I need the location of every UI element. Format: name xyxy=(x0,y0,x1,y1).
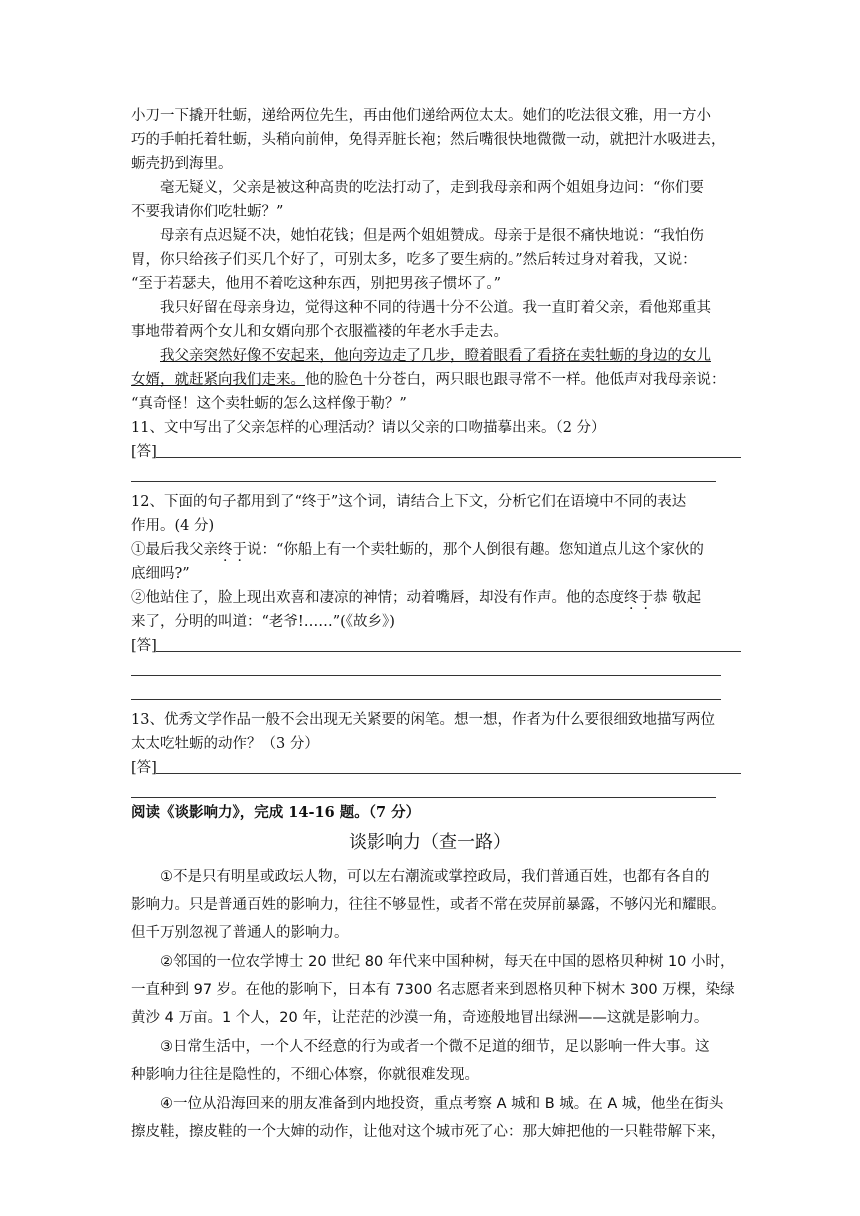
question-13-line: 太太吃牡蛎的动作？（3 分） xyxy=(131,736,319,752)
emphasis-char: 终 xyxy=(218,542,233,558)
underlined-text: 女婿，就赶紧向我们走来。 xyxy=(131,372,305,388)
emphasis-char: 终 xyxy=(624,590,639,606)
emphasis-char: 于 xyxy=(638,590,653,606)
underlined-text: 我父亲突然好像不安起来，他向旁边走了几步，瞪着眼看了看挤在卖牡蛎的身边的女儿 xyxy=(160,348,711,364)
emphasis-char: 于 xyxy=(232,542,247,558)
answer-line[interactable] xyxy=(131,797,716,798)
question-11: 11、文中写出了父亲怎样的心理活动？请以父亲的口吻描摹出来。（2 分） xyxy=(131,420,606,436)
article-line: 擦皮鞋，擦皮鞋的一个大婶的动作，让他对这个城市死了心：那大婶把他的一只鞋带解下来， xyxy=(131,1124,726,1140)
answer-label: [答] xyxy=(131,638,157,654)
passage-line xyxy=(131,368,731,392)
article-line: 影响力。只是普通百姓的影响力，往往不够显性，或者不常在荧屏前暴露，不够闪光和耀眼。 xyxy=(131,897,726,913)
article-line: ②邻国的一位农学博士 20 世纪 80 年代来中国种树，每天在中国的恩格贝种树 10 小时， xyxy=(160,954,735,970)
example-sentence-2 xyxy=(131,586,731,610)
article-title: 谈影响力（查一路） xyxy=(349,832,511,853)
article-line: 一直种到 97 岁。在他的影响下，日本有 7300 名志愿者来到恩格贝种下树木 300 万棵，染绿 xyxy=(131,982,735,998)
article-line: ③日常生活中，一个人不经意的行为或者一个微不足道的细节，足以影响一件大事。这 xyxy=(160,1039,710,1055)
question-13: 13、优秀文学作品一般不会出现无关紧要的闲笔。想一想，作者为什么要很细致地描写两位 xyxy=(131,712,715,728)
sentence-text: 说：“你船上有一个卖牡蛎的，那个人倒很有趣。您知道点儿这个家伙的 xyxy=(247,542,704,558)
example-sentence-1 xyxy=(131,538,731,562)
sentence-text: 恭 敬起 xyxy=(653,590,702,606)
answer-line[interactable] xyxy=(156,773,741,774)
sentence-text: ①最后我父亲 xyxy=(131,542,218,558)
section-heading: 阅读《谈影响力》，完成 14-16 题。（7 分） xyxy=(131,804,421,821)
passage-line: “真奇怪！这个卖牡蛎的怎么这样像于勒？” xyxy=(131,396,407,412)
article-line: 种影响力往往是隐性的，不细心体察，你就很难发现。 xyxy=(131,1067,479,1083)
passage-line: 毫无疑义，父亲是被这种高贵的吃法打动了，走到我母亲和两个姐姐身边问：“你们要 xyxy=(160,180,704,196)
passage-line: 巧的手帕托着牡蛎，头稍向前伸，免得弄脏长袍；然后嘴很快地微微一动，就把汁水吸进去， xyxy=(131,132,726,148)
question-12: 12、下面的句子都用到了“终于”这个词，请结合上下文，分析它们在语境中不同的表达 xyxy=(131,494,687,510)
passage-line: 我只好留在母亲身边，觉得这种不同的待遇十分不公道。我一直盯着父亲，看他郑重其 xyxy=(160,300,711,316)
sentence-text: ②他站住了，脸上现出欢喜和凄凉的神情；动着嘴唇，却没有作声。他的态度 xyxy=(131,590,624,606)
example-sentence-1-line: 底细吗?” xyxy=(131,566,190,582)
article-line: 但千万别忽视了普通人的影响力。 xyxy=(131,925,349,941)
article-line: ①不是只有明星或政坛人物，可以左右潮流或掌控政局，我们普通百姓，也都有各自的 xyxy=(160,869,710,885)
example-sentence-2-line: 来了，分明的叫道：“老爷!……”(《故乡》) xyxy=(131,614,395,630)
question-12-line: 作用。(4 分) xyxy=(131,518,215,534)
answer-line[interactable] xyxy=(156,457,741,458)
passage-line: 胃，你只给孩子们买几个好了，可别太多，吃多了要生病的。”然后转过身对着我，又说： xyxy=(131,252,697,268)
article-line: 黄沙 4 万亩。1 个人，20 年，让茫茫的沙漠一角，奇迹般地冒出绿洲——这就是影响力。 xyxy=(131,1010,709,1026)
passage-line: 事地带着两个女儿和女婿向那个衣服褴褛的年老水手走去。 xyxy=(131,324,508,340)
answer-line[interactable] xyxy=(131,675,721,676)
passage-line: 不要我请你们吃牡蛎？” xyxy=(131,204,284,220)
answer-label: [答] xyxy=(131,760,157,776)
passage-text: 他的脸色十分苍白，两只眼也跟寻常不一样。他低声对我母亲说： xyxy=(305,372,726,388)
answer-line[interactable] xyxy=(131,481,716,482)
answer-label: [答] xyxy=(131,444,157,460)
answer-line[interactable] xyxy=(131,699,721,700)
passage-line: 小刀一下撬开牡蛎，递给两位先生，再由他们递给两位太太。她们的吃法很文雅，用一方小 xyxy=(131,108,711,124)
passage-line: “至于若瑟夫，他用不着吃这种东西，别把男孩子惯坏了。” xyxy=(131,276,502,292)
passage-line: 母亲有点迟疑不决，她怕花钱；但是两个姐姐赞成。母亲于是很不痛快地说：“我怕伤 xyxy=(160,228,704,244)
passage-line: 蛎壳扔到海里。 xyxy=(131,156,233,172)
answer-line[interactable] xyxy=(156,651,741,652)
passage-line-underlined xyxy=(131,344,731,368)
article-line: ④一位从沿海回来的朋友准备到内地投资，重点考察 A 城和 B 城。在 A 城，他坐在街头 xyxy=(160,1096,724,1112)
